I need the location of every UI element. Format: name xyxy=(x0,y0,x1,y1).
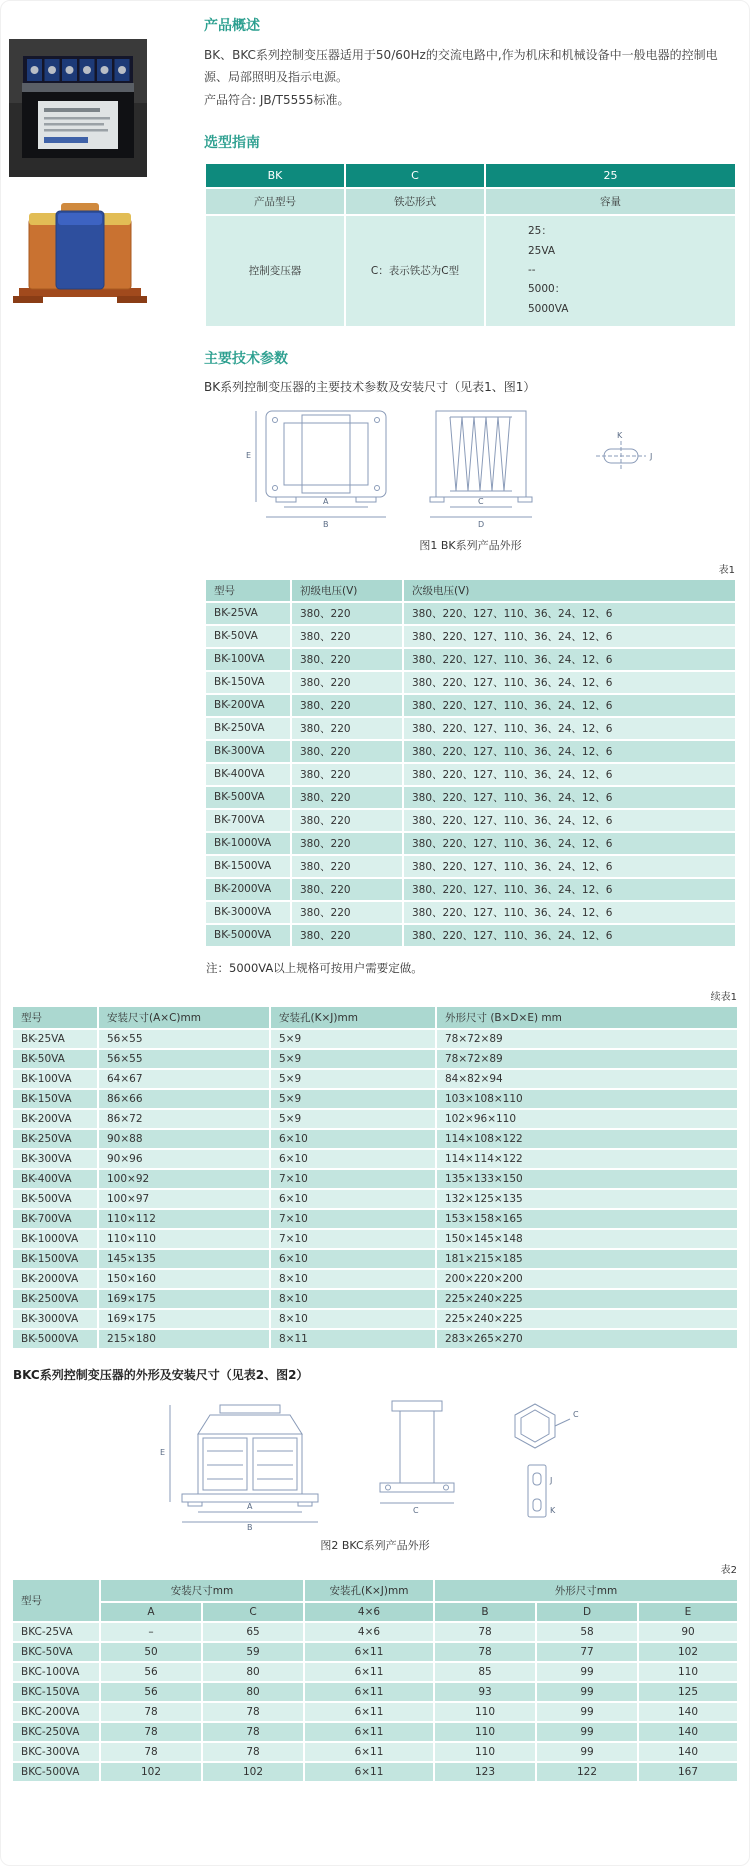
table-cell: BK-400VA xyxy=(205,763,291,786)
selection-value-core: C：表示铁芯为C型 xyxy=(345,215,485,327)
table-cell: 380、220、127、110、36、24、12、6 xyxy=(403,671,736,694)
table-cell: 80 xyxy=(202,1682,304,1702)
table-cell: 86×66 xyxy=(98,1089,270,1109)
table-row xyxy=(12,1089,738,1109)
table-cell: 380、220、127、110、36、24、12、6 xyxy=(403,740,736,763)
selection-label-row xyxy=(205,188,736,215)
table-cell: BKC-150VA xyxy=(12,1682,100,1702)
capacity-lines xyxy=(528,222,568,319)
product-photo-bkc xyxy=(9,193,204,311)
dim-label-c-top: C xyxy=(573,1409,579,1419)
table-cell: 6×11 xyxy=(304,1682,434,1702)
table-cell: 140 xyxy=(638,1742,738,1762)
capacity-line: -- xyxy=(528,264,536,277)
table-cell: 59 xyxy=(202,1642,304,1662)
selection-header-c: C xyxy=(345,163,485,188)
table-cell: 7×10 xyxy=(270,1169,436,1189)
table2-subheader-b: B xyxy=(434,1602,536,1622)
table-row xyxy=(205,855,736,878)
table2-sub-header-row xyxy=(12,1602,738,1622)
table-cell: 90×96 xyxy=(98,1149,270,1169)
table1-tag: 表1 xyxy=(718,564,735,576)
table-cell: 4×6 xyxy=(304,1622,434,1642)
table-cell: 78 xyxy=(202,1702,304,1722)
table-cell: BK-50VA xyxy=(12,1049,98,1069)
table-row xyxy=(12,1049,738,1069)
table-cell: 380、220、127、110、36、24、12、6 xyxy=(403,763,736,786)
table-cell: 181×215×185 xyxy=(436,1249,738,1269)
table2-subheader-hole: 4×6 xyxy=(304,1602,434,1622)
table-cell: 5×9 xyxy=(270,1069,436,1089)
table-cell: 380、220 xyxy=(291,671,403,694)
dim-label-b: B xyxy=(247,1522,253,1531)
table-cell: BK-700VA xyxy=(12,1209,98,1229)
table-row xyxy=(12,1109,738,1129)
table-cell: BK-250VA xyxy=(205,717,291,740)
selection-value-capacity xyxy=(485,215,736,327)
capacity-line: 5000VA xyxy=(528,302,569,315)
table-cell: 380、220、127、110、36、24、12、6 xyxy=(403,878,736,901)
table-cell: 65 xyxy=(202,1622,304,1642)
table-cell: BK-250VA xyxy=(12,1129,98,1149)
table-cell: BK-150VA xyxy=(205,671,291,694)
table-cell: 99 xyxy=(536,1682,638,1702)
table-cell: 225×240×225 xyxy=(436,1289,738,1309)
table2-subheader-e: E xyxy=(638,1602,738,1622)
table-cell: 153×158×165 xyxy=(436,1209,738,1229)
table-cell: 78 xyxy=(100,1742,202,1762)
table-row xyxy=(12,1622,738,1642)
table-row xyxy=(12,1682,738,1702)
table-cell: 283×265×270 xyxy=(436,1329,738,1349)
table-cell: 78 xyxy=(434,1642,536,1662)
table-cell: 6×10 xyxy=(270,1129,436,1149)
selection-value-row xyxy=(205,215,736,327)
table-cell: 114×108×122 xyxy=(436,1129,738,1149)
table-cell: 86×72 xyxy=(98,1109,270,1129)
table-cell: 6×11 xyxy=(304,1742,434,1762)
table-cell: BK-200VA xyxy=(12,1109,98,1129)
table-cell: 125 xyxy=(638,1682,738,1702)
table-cell: 114×114×122 xyxy=(436,1149,738,1169)
table-cell: 6×11 xyxy=(304,1762,434,1782)
table-cell: BK-150VA xyxy=(12,1089,98,1109)
section-title-tech-params: 主要技术参数 xyxy=(204,350,288,367)
table-row xyxy=(205,878,736,901)
table-row xyxy=(205,786,736,809)
bkc-transformer-photo xyxy=(9,193,151,311)
table1-header-row xyxy=(205,579,736,602)
table-cell: BK-500VA xyxy=(205,786,291,809)
table-row xyxy=(205,717,736,740)
table1-cont-tag: 续表1 xyxy=(710,991,737,1003)
table-cell: BKC-300VA xyxy=(12,1742,100,1762)
selection-label-capacity: 容量 xyxy=(485,188,736,215)
product-photos-column xyxy=(1,1,204,980)
table-row xyxy=(12,1702,738,1722)
table-cell: 56 xyxy=(100,1682,202,1702)
table-cell: 8×10 xyxy=(270,1309,436,1329)
table-cell: 380、220、127、110、36、24、12、6 xyxy=(403,809,736,832)
table-row xyxy=(12,1722,738,1742)
table-cell: 78 xyxy=(100,1702,202,1722)
table-cell: 380、220 xyxy=(291,832,403,855)
table-cell: 6×10 xyxy=(270,1189,436,1209)
table-cell: 110×112 xyxy=(98,1209,270,1229)
table-cell: 100×92 xyxy=(98,1169,270,1189)
table-cell: 380、220 xyxy=(291,694,403,717)
table-row xyxy=(205,648,736,671)
table-cell: BK-1000VA xyxy=(12,1229,98,1249)
table-cell: 380、220 xyxy=(291,855,403,878)
table-cell: 78×72×89 xyxy=(436,1049,738,1069)
selection-header-row xyxy=(205,163,736,188)
table-cell: BK-1500VA xyxy=(12,1249,98,1269)
table-cell: 380、220、127、110、36、24、12、6 xyxy=(403,786,736,809)
table2-subheader-c: C xyxy=(202,1602,304,1622)
table-cell: BK-3000VA xyxy=(205,901,291,924)
table-cell: 100×97 xyxy=(98,1189,270,1209)
table-cell: 99 xyxy=(536,1662,638,1682)
dim-label-e: E xyxy=(245,450,251,460)
table-cell: 102×96×110 xyxy=(436,1109,738,1129)
table-row xyxy=(12,1642,738,1662)
table2-subheader-a: A xyxy=(100,1602,202,1622)
dim-label-j: J xyxy=(550,1475,553,1485)
table-cell: 135×133×150 xyxy=(436,1169,738,1189)
figure2 xyxy=(11,1389,739,1535)
bk-outline-drawing xyxy=(236,403,706,531)
table-row xyxy=(12,1269,738,1289)
section-title-overview: 产品概述 xyxy=(204,18,260,34)
table-cell: BK-500VA xyxy=(12,1189,98,1209)
table-cell: 380、220 xyxy=(291,648,403,671)
table-cell: 380、220 xyxy=(291,625,403,648)
table2-header-install: 安装尺寸mm xyxy=(100,1579,304,1602)
table-cell: 102 xyxy=(202,1762,304,1782)
table-cell: 5×9 xyxy=(270,1029,436,1049)
dim-label-k: K xyxy=(616,430,622,440)
product-photo-bk xyxy=(9,39,204,177)
table-cell: 102 xyxy=(100,1762,202,1782)
table-cell: BKC-100VA xyxy=(12,1662,100,1682)
table-cell: BK-50VA xyxy=(205,625,291,648)
table-cell: 90 xyxy=(638,1622,738,1642)
table-cell: 56 xyxy=(100,1662,202,1682)
table-cell: 99 xyxy=(536,1702,638,1722)
table-row xyxy=(12,1329,738,1349)
table-cell: 5×9 xyxy=(270,1109,436,1129)
table2-header-outline: 外形尺寸mm xyxy=(434,1579,738,1602)
table-cell: 215×180 xyxy=(98,1329,270,1349)
overview-paragraph: BK、BKC系列控制变压器适用于50/60Hz的交流电路中,作为机床和机械设备中一般电器的控制电源、局部照明及指示电源。 xyxy=(204,48,718,84)
table-cell: BKC-250VA xyxy=(12,1722,100,1742)
table-cell: BK-5000VA xyxy=(205,924,291,947)
table-cell: 123 xyxy=(434,1762,536,1782)
table-cell: 7×10 xyxy=(270,1209,436,1229)
table-cell: 380、220、127、110、36、24、12、6 xyxy=(403,717,736,740)
table-cell: 56×55 xyxy=(98,1049,270,1069)
table-cell: 78 xyxy=(202,1722,304,1742)
table-cell: 380、220、127、110、36、24、12、6 xyxy=(403,648,736,671)
table-cell: 6×11 xyxy=(304,1702,434,1722)
table-cell: 93 xyxy=(434,1682,536,1702)
dim-label-j: J xyxy=(649,451,652,461)
table1-cont-header-row xyxy=(12,1006,738,1029)
figure1 xyxy=(204,403,737,535)
table-cell: 99 xyxy=(536,1722,638,1742)
table-cell: – xyxy=(100,1622,202,1642)
table-cell: BK-700VA xyxy=(205,809,291,832)
main-content-column xyxy=(204,1,749,980)
table-cell: BK-100VA xyxy=(205,648,291,671)
table-cell: BKC-50VA xyxy=(12,1642,100,1662)
table-cell: 380、220 xyxy=(291,717,403,740)
table-cell: BK-2500VA xyxy=(12,1289,98,1309)
table-cell: 110 xyxy=(434,1722,536,1742)
table1-cont-header-model: 型号 xyxy=(12,1006,98,1029)
table2-tag: 表2 xyxy=(720,1564,737,1576)
table-row xyxy=(205,740,736,763)
table-row xyxy=(12,1662,738,1682)
table-cell: 102 xyxy=(638,1642,738,1662)
table-cell: 6×11 xyxy=(304,1662,434,1682)
table-row xyxy=(12,1249,738,1269)
table-row xyxy=(205,924,736,947)
table-cell: 169×175 xyxy=(98,1289,270,1309)
table-cell: 122 xyxy=(536,1762,638,1782)
table-cell: BK-5000VA xyxy=(12,1329,98,1349)
table-cell: 8×11 xyxy=(270,1329,436,1349)
table-cell: 64×67 xyxy=(98,1069,270,1089)
table-cell: 110 xyxy=(638,1662,738,1682)
table-cell: 6×11 xyxy=(304,1642,434,1662)
table1-header-primary: 初级电压(V) xyxy=(291,579,403,602)
table-cell: BK-2000VA xyxy=(205,878,291,901)
table-cell: 169×175 xyxy=(98,1309,270,1329)
bkc-outline-drawing xyxy=(140,1389,610,1531)
table-cell: 380、220、127、110、36、24、12、6 xyxy=(403,694,736,717)
table-cell: 7×10 xyxy=(270,1229,436,1249)
table-cell: 85 xyxy=(434,1662,536,1682)
dim-label-a: A xyxy=(322,496,328,506)
table-cell: 380、220、127、110、36、24、12、6 xyxy=(403,602,736,625)
table-cell: 77 xyxy=(536,1642,638,1662)
table-cell: 8×10 xyxy=(270,1269,436,1289)
table-row xyxy=(205,671,736,694)
table-cell: 5×9 xyxy=(270,1049,436,1069)
table-row xyxy=(205,625,736,648)
table1-continued-dimensions xyxy=(11,1005,739,1350)
table-cell: BK-3000VA xyxy=(12,1309,98,1329)
table-cell: 132×125×135 xyxy=(436,1189,738,1209)
table2-bkc-dimensions xyxy=(11,1578,739,1783)
table-cell: BKC-500VA xyxy=(12,1762,100,1782)
table-cell: 380、220、127、110、36、24、12、6 xyxy=(403,924,736,947)
table1-cont-header-hole: 安装孔(K×J)mm xyxy=(270,1006,436,1029)
table-cell: 78×72×89 xyxy=(436,1029,738,1049)
table2-subheader-d: D xyxy=(536,1602,638,1622)
selection-value-model: 控制变压器 xyxy=(205,215,345,327)
table-row xyxy=(12,1189,738,1209)
table-cell: 56×55 xyxy=(98,1029,270,1049)
table-row xyxy=(12,1209,738,1229)
table-cell: 380、220、127、110、36、24、12、6 xyxy=(403,855,736,878)
bkc-intro-text: BKC系列控制变压器的外形及安装尺寸（见表2、图2） xyxy=(13,1367,309,1382)
tech-intro-text: BK系列控制变压器的主要技术参数及安装尺寸（见表1、图1） xyxy=(204,379,536,394)
table-cell: BK-1000VA xyxy=(205,832,291,855)
table-row xyxy=(12,1742,738,1762)
table-cell: 110 xyxy=(434,1742,536,1762)
table-cell: 6×11 xyxy=(304,1722,434,1742)
table-row xyxy=(12,1149,738,1169)
table-cell: BKC-200VA xyxy=(12,1702,100,1722)
table-cell: 380、220 xyxy=(291,740,403,763)
table-cell: 110 xyxy=(434,1702,536,1722)
table-row xyxy=(12,1229,738,1249)
table-cell: BKC-25VA xyxy=(12,1622,100,1642)
table-row xyxy=(12,1289,738,1309)
table-row xyxy=(205,694,736,717)
capacity-line: 25： xyxy=(528,225,552,238)
table-cell: 150×145×148 xyxy=(436,1229,738,1249)
full-width-section xyxy=(1,988,749,1783)
selection-guide-table xyxy=(204,162,737,328)
table-cell: BK-25VA xyxy=(205,602,291,625)
section-title-selection-guide: 选型指南 xyxy=(204,134,260,151)
table-cell: BK-25VA xyxy=(12,1029,98,1049)
custom-order-note: 注：5000VA以上规格可按用户需要定做。 xyxy=(206,960,423,975)
table-row xyxy=(205,832,736,855)
table2-header-hole: 安装孔(K×J)mm xyxy=(304,1579,434,1602)
table-cell: 58 xyxy=(536,1622,638,1642)
table-cell: 5×9 xyxy=(270,1089,436,1109)
table-cell: 150×160 xyxy=(98,1269,270,1289)
table-cell: 225×240×225 xyxy=(436,1309,738,1329)
table1-voltages xyxy=(204,578,737,948)
table2-header-model: 型号 xyxy=(12,1579,100,1622)
dim-label-e: E xyxy=(160,1447,166,1457)
top-section xyxy=(1,1,749,980)
table-cell: 140 xyxy=(638,1722,738,1742)
table-cell: 84×82×94 xyxy=(436,1069,738,1089)
table-cell: 380、220 xyxy=(291,763,403,786)
table-cell: 80 xyxy=(202,1662,304,1682)
table-cell: 99 xyxy=(536,1742,638,1762)
capacity-line: 25VA xyxy=(528,244,556,257)
table-cell: BK-300VA xyxy=(205,740,291,763)
table-cell: BK-400VA xyxy=(12,1169,98,1189)
table-row xyxy=(205,602,736,625)
table-cell: 200×220×200 xyxy=(436,1269,738,1289)
selection-header-bk: BK xyxy=(205,163,345,188)
table-row xyxy=(12,1309,738,1329)
table-cell: 145×135 xyxy=(98,1249,270,1269)
table-cell: 8×10 xyxy=(270,1289,436,1309)
table-cell: 6×10 xyxy=(270,1249,436,1269)
table1-cont-header-install: 安装尺寸(A×C)mm xyxy=(98,1006,270,1029)
table-cell: 90×88 xyxy=(98,1129,270,1149)
table-cell: 380、220、127、110、36、24、12、6 xyxy=(403,625,736,648)
table-row xyxy=(12,1129,738,1149)
table-cell: 110×110 xyxy=(98,1229,270,1249)
table-cell: 380、220 xyxy=(291,786,403,809)
dim-label-a: A xyxy=(247,1501,253,1511)
table-cell: 380、220 xyxy=(291,924,403,947)
table-cell: BK-200VA xyxy=(205,694,291,717)
bk-transformer-photo xyxy=(9,39,147,177)
table-cell: 78 xyxy=(202,1742,304,1762)
table-cell: BK-100VA xyxy=(12,1069,98,1089)
table-cell: 103×108×110 xyxy=(436,1089,738,1109)
table-cell: 380、220 xyxy=(291,878,403,901)
table1-header-secondary: 次级电压(V) xyxy=(403,579,736,602)
table-cell: 380、220 xyxy=(291,809,403,832)
table-cell: BK-300VA xyxy=(12,1149,98,1169)
table-row xyxy=(12,1762,738,1782)
dim-label-d: D xyxy=(477,519,484,529)
table-cell: 78 xyxy=(434,1622,536,1642)
table2-group-header-row xyxy=(12,1579,738,1602)
table-row xyxy=(12,1169,738,1189)
table-cell: 380、220 xyxy=(291,602,403,625)
figure2-caption: 图2 BKC系列产品外形 xyxy=(320,1538,430,1552)
table-row xyxy=(12,1069,738,1089)
dim-label-b: B xyxy=(322,519,328,529)
table-row xyxy=(205,809,736,832)
selection-label-model: 产品型号 xyxy=(205,188,345,215)
selection-label-core: 铁芯形式 xyxy=(345,188,485,215)
dim-label-k: K xyxy=(550,1505,556,1515)
table-cell: 6×10 xyxy=(270,1149,436,1169)
table-row xyxy=(205,763,736,786)
dim-label-c: C xyxy=(477,496,484,506)
table-cell: BK-1500VA xyxy=(205,855,291,878)
selection-header-25: 25 xyxy=(485,163,736,188)
table-cell: 380、220 xyxy=(291,901,403,924)
table-row xyxy=(12,1029,738,1049)
table-cell: 380、220、127、110、36、24、12、6 xyxy=(403,901,736,924)
table1-cont-header-outline: 外形尺寸 (B×D×E) mm xyxy=(436,1006,738,1029)
table-cell: 78 xyxy=(100,1722,202,1742)
overview-standard: 产品符合: JB/T5555标准。 xyxy=(204,93,350,108)
table-cell: 140 xyxy=(638,1702,738,1722)
table-cell: BK-2000VA xyxy=(12,1269,98,1289)
table-cell: 167 xyxy=(638,1762,738,1782)
dim-label-c: C xyxy=(413,1505,419,1515)
table-cell: 50 xyxy=(100,1642,202,1662)
figure1-caption: 图1 BK系列产品外形 xyxy=(419,538,522,552)
table-row xyxy=(205,901,736,924)
table1-header-model: 型号 xyxy=(205,579,291,602)
capacity-line: 5000： xyxy=(528,283,566,296)
table-cell: 380、220、127、110、36、24、12、6 xyxy=(403,832,736,855)
